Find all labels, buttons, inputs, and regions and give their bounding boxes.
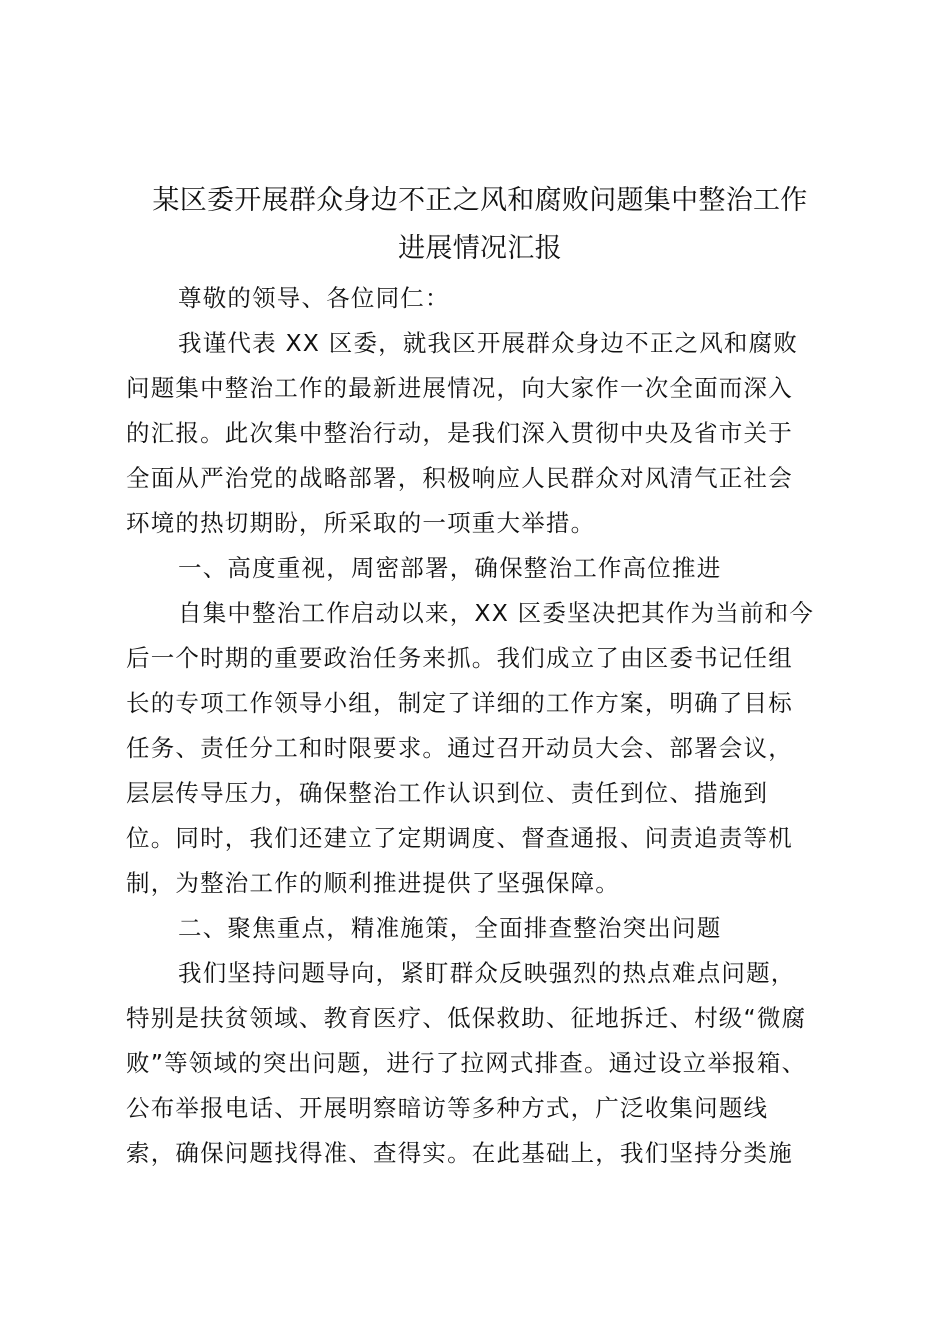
body-line: 长的专项工作领导小组，制定了详细的工作方案，明确了目标 xyxy=(126,689,793,717)
section-heading-2: 二、聚焦重点，精准施策，全面排查整治突出问题 xyxy=(178,914,722,942)
salutation: 尊敬的领导、各位同仁： xyxy=(178,284,450,312)
body-line: 环境的热切期盼，所采取的一项重大举措。 xyxy=(126,509,596,537)
body-line: 位。同时，我们还建立了定期调度、督查通报、问责追责等机 xyxy=(126,824,793,852)
body-line: 制，为整治工作的顺利推进提供了坚强保障。 xyxy=(126,869,620,897)
body-line: 我们坚持问题导向，紧盯群众反映强烈的热点难点问题， xyxy=(178,959,796,987)
body-line: 问题集中整治工作的最新进展情况，向大家作一次全面而深入 xyxy=(126,374,793,402)
body-line: 索，确保问题找得准、查得实。在此基础上，我们坚持分类施 xyxy=(126,1139,793,1167)
body-line: 的汇报。此次集中整治行动，是我们深入贯彻中央及省市关于 xyxy=(126,419,793,447)
body-line: 我谨代表 XX 区委，就我区开展群众身边不正之风和腐败 xyxy=(178,329,799,357)
body-line: 特别是扶贫领域、教育医疗、低保救助、征地拆迁、村级“微腐 xyxy=(126,1004,807,1032)
body-line: 公布举报电话、开展明察暗访等多种方式，广泛收集问题线 xyxy=(126,1094,769,1122)
document-title-line-1: 某区委开展群众身边不正之风和腐败问题集中整治工作 xyxy=(152,185,808,216)
section-heading-1: 一、高度重视，周密部署，确保整治工作高位推进 xyxy=(178,554,722,582)
body-line: 层层传导压力，确保整治工作认识到位、责任到位、措施到 xyxy=(126,779,769,807)
body-line: 后一个时期的重要政治任务来抓。我们成立了由区委书记任组 xyxy=(126,644,793,672)
body-line: 自集中整治工作启动以来，XX 区委坚决把其作为当前和今 xyxy=(178,599,815,627)
body-line: 全面从严治党的战略部署，积极响应人民群众对风清气正社会 xyxy=(126,464,793,492)
document-title-line-2: 进展情况汇报 xyxy=(398,233,562,264)
body-line: 任务、责任分工和时限要求。通过召开动员大会、部署会议， xyxy=(126,734,793,762)
body-line: 败”等领域的突出问题，进行了拉网式排查。通过设立举报箱、 xyxy=(126,1049,807,1077)
